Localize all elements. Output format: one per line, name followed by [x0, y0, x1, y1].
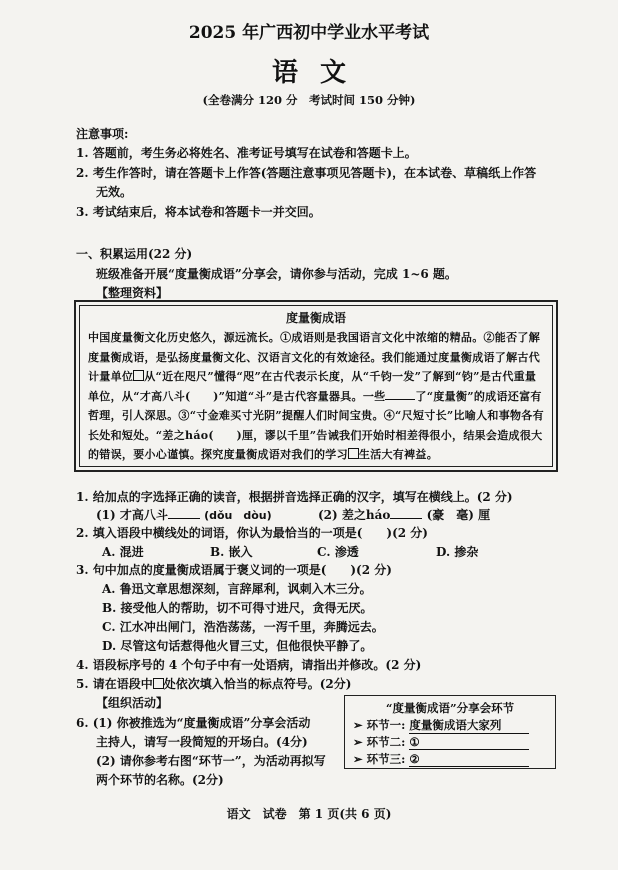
page-footer: 语文 试卷 第 1 页(共 6 页) [226, 807, 392, 821]
square-box-icon [153, 678, 164, 689]
punctuation-blank-square [348, 448, 359, 459]
question-6-part-1: 6. (1) 你被推选为“度量衡成语”分享会活动 [76, 716, 311, 730]
notice-item-1: 1. 答题前，考生务必将姓名、准考证号填写在试卷和答题卡上。 [76, 146, 417, 160]
question-4: 4. 语段标序号的 4 个句子中有一处语病，请指出并修改。(2 分) [76, 658, 422, 672]
section-title: 一、积累运用(22 分) [76, 247, 193, 261]
activity-box [344, 695, 556, 769]
subject-title: 语文 [271, 58, 368, 88]
activity-box-heading: “度量衡成语”分享会环节 [385, 701, 515, 715]
notice-item-3: 3. 考试结束后，将本试卷和答题卡一并交回。 [76, 205, 321, 219]
question-2: 2. 填入语段中横线处的词语，你认为最恰当的一项是( )(2 分) [76, 526, 428, 540]
question-3-option-a: A. 鲁迅文章思想深刻，言辞犀利，讽刺入木三分。 [102, 582, 372, 596]
question-6-part-2-cont: 两个环节的名称。(2分) [96, 773, 224, 787]
notice-heading: 注意事项: [76, 127, 129, 141]
question-1-part-2: (2) 差之háo (豪 毫) 厘 [318, 508, 491, 522]
question-2-option-c: C. 渗透 [317, 545, 359, 559]
exam-info: (全卷满分 120 分 考试时间 150 分钟) [202, 93, 416, 107]
notice-item-2-cont: 无效。 [96, 185, 133, 199]
question-1: 1. 给加点的字选择正确的读音，根据拼音选择正确的汉字，填写在横线上。(2 分) [76, 490, 513, 504]
sub-label-activity: 【组织活动】 [96, 696, 169, 710]
question-3-option-b: B. 接受他人的帮助，切不可得寸进尺，贪得无厌。 [102, 601, 373, 615]
material-box [74, 300, 558, 472]
question-2-option-a: A. 混进 [102, 545, 144, 559]
question-3-option-c: C. 江水冲出闸门，浩浩荡荡，一泻千里，奔腾远去。 [102, 620, 384, 634]
punctuation-blank-square [133, 370, 144, 381]
word-blank-line [385, 399, 415, 400]
exam-title: 2025 年广西初中学业水平考试 [188, 23, 430, 43]
question-5: 5. 请在语段中 处依次填入恰当的标点符号。(2分) [76, 677, 352, 691]
activity-item-3: ➢ 环节三: ② [353, 751, 529, 767]
material-passage: 中国度量衡文化历史悠久，源远流长。①成语则是我国语言文化中浓缩的精品。②能否了解度量衡成语，是弘扬度量衡文化、汉语言文化的有效途径。我们能通过度量衡成语了解古代计量单位 从“近在咫尺”懂得“咫”在古代表示长度，从“千钧一发”了解到“钧”是古代重量单位，从“才高八斗( )”知道“斗”是古代容量器具。一些 了“度量衡”的成语还富有哲理，引人深思。③“寸金难买寸光阴”提醒人们时间宝贵。④“尺短寸长”比喻人和事物各有长处和短处。“差之háo( )厘，谬以千里”告诫我们开始时相差得很小，结果会造成很大的错误，要小心谨慎。探究度量衡成语对我们的学习 生活大有裨益。 [88, 331, 544, 461]
question-3: 3. 句中加点的度量衡成语属于褒义词的一项是( )(2 分) [76, 563, 392, 577]
question-3-option-d: D. 尽管这句话惹得他火冒三丈，但他很快平静了。 [102, 639, 373, 653]
activity-item-1: ➢ 环节一: 度量衡成语大家列 [353, 717, 529, 734]
question-6-part-2: (2) 请你参考右图“环节一”，为活动再拟写 [96, 754, 326, 768]
question-1-part-1: (1) 才高八斗 (dǒu dòu) [96, 508, 272, 522]
sub-label-material: 【整理资料】 [96, 286, 169, 300]
question-2-option-d: D. 掺杂 [436, 545, 479, 559]
section-intro: 班级准备开展“度量衡成语”分享会，请你参与活动，完成 1~6 题。 [96, 267, 457, 281]
activity-item-2: ➢ 环节二: ① [353, 734, 529, 750]
notice-item-2: 2. 考生作答时，请在答题卡上作答(答题注意事项见答题卡)，在本试卷、草稿纸上作答 [76, 166, 537, 180]
material-title: 度量衡成语 [285, 311, 346, 325]
question-6-part-1-cont: 主持人，请写一段简短的开场白。(4分) [96, 735, 308, 749]
question-2-option-b: B. 嵌入 [210, 545, 253, 559]
